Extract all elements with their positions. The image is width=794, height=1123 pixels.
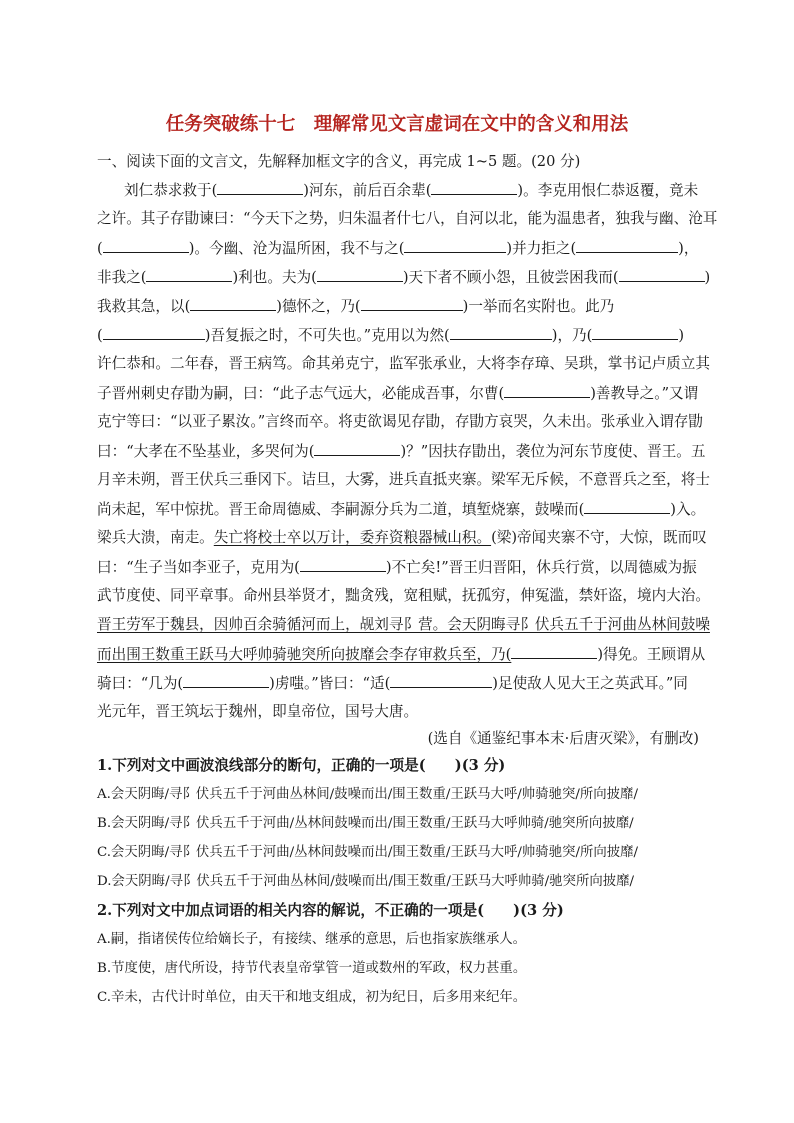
passage-line-2: 之许。其子存勖谏曰：“今天下之势，归朱温者什七八，自河以北，能为温患者，独我与幽、沧耳 (97, 210, 718, 227)
passage-line-1 (124, 180, 698, 201)
text-run: )德怀之，乃( (276, 298, 361, 315)
passage-line-14 (97, 557, 697, 578)
text-run: )吾复振之时，不可失也。”克用以为然( (204, 327, 450, 344)
passage-line-19: 光元年，晋王筑坛于魏州，即皇帝位，国号大唐。 (97, 703, 419, 720)
question-2-option-c[interactable]: C.辛未，古代计时单位，由天干和地支组成，初为纪日，后多用来纪年。 (97, 990, 527, 1005)
text-run: 刘仁恭求救于( (124, 182, 218, 199)
answer-blank[interactable] (103, 325, 205, 340)
answer-blank[interactable] (183, 673, 269, 688)
question-1-option-b[interactable]: B.会天阴晦/寻阝伏兵五千于河曲/丛林间鼓噪而出/围王数重/王跃马大呼帅骑/驰突所向披靡/ (97, 816, 634, 831)
text-run: )， (678, 240, 699, 257)
page-title: 任务突破练十七 理解常见文言虚词在文中的含义和用法 (165, 114, 629, 135)
passage-line-3 (97, 238, 698, 259)
text-run: 尚未起，军中惊扰。晋王命周德威、李嗣源分兵为二道，填堑烧寨，鼓噪而( (97, 501, 585, 518)
text-run: )虏嗤。”皆曰：“适( (269, 675, 391, 692)
passage-line-15: 武节度使、同平章事。命州县举贤才，黜贪残，宽租赋，抚孤穷，伸冤滥，禁奸盗，境内大治。 (97, 587, 710, 604)
answer-blank[interactable] (103, 238, 189, 253)
source-citation: (选自《通鉴纪事本末·后唐灭梁》，有删改) (427, 730, 699, 747)
passage-line-9: 克宁等曰：“以亚子累汝。”言终而卒。将吏欲谒见存勖，存勖方哀哭，久未出。张承业入谓存勖 (97, 413, 703, 430)
text-run: (梁)帝闻夹寨不守，大惊，既而叹 (491, 529, 707, 546)
text-run: )足使敌人见大王之英武耳。”同 (492, 675, 688, 692)
text-run: 我救其急，以( (97, 298, 191, 315)
answer-blank[interactable] (217, 180, 303, 195)
text-run: 曰：“生子当如李亚子，克用为( (97, 559, 300, 576)
passage-line-12 (97, 499, 705, 520)
text-run: )入。 (670, 501, 706, 518)
text-run: 子晋州刺史存勖为嗣，曰：“此子志气远大，必能成吾事，尔曹( (97, 385, 505, 402)
text-run: )。今幽、沧为温所困，我不与之( (188, 240, 405, 257)
section-heading: 一、阅读下面的文言文，先解释加框文字的含义，再完成 1~5 题。(20 分) (97, 153, 581, 170)
passage-line-8 (97, 383, 698, 404)
text-run: )。李克用恨仁恭返覆，竟未 (517, 182, 699, 199)
text-run: )不亡矣!”晋王归晋阳，休兵行赏，以周德威为振 (385, 559, 697, 576)
answer-blank[interactable] (190, 296, 276, 311)
text-run: 梁兵大溃，南走。 (97, 529, 214, 546)
answer-blank[interactable] (317, 267, 403, 282)
text-run: ( (97, 240, 103, 257)
passage-line-18 (97, 673, 688, 694)
question-1-option-a[interactable]: A.会天阴晦/寻阝伏兵五千于河曲丛林间/鼓噪而出/围王数重/王跃马大呼/帅骑驰突/所向披靡/ (97, 787, 638, 802)
text-run: )并力拒之( (506, 240, 577, 257)
answer-blank[interactable] (431, 180, 517, 195)
answer-blank[interactable] (504, 383, 590, 398)
question-1-option-d[interactable]: D.会天阴晦/寻阝伏兵五千于河曲丛林间/鼓噪而出/围王数重/王跃马大呼帅骑/驰突所向披靡/ (97, 874, 635, 889)
answer-blank[interactable] (450, 325, 552, 340)
text-run: )？”因扶存勖出，袭位为河东节度使、晋王。五 (400, 443, 706, 460)
question-2-stem: 2.下列对文中加点词语的相关内容的解说，不正确的一项是( )(3 分) (97, 902, 564, 919)
text-run: )得免。王顾谓从 (597, 646, 706, 663)
text-run: ) (704, 269, 711, 286)
text-run: )河东，前后百余辈( (303, 182, 432, 199)
answer-blank[interactable] (576, 238, 678, 253)
text-run: )一举而名实附也。此乃 (462, 298, 615, 315)
passage-line-6 (97, 325, 684, 346)
text-run: 非我之( (97, 269, 147, 286)
text-run: )天下者不顾小怨，且彼尝困我而( (402, 269, 619, 286)
answer-blank[interactable] (300, 557, 386, 572)
answer-blank[interactable] (146, 267, 232, 282)
underlined-sentence: 失亡将校士卒以万计，委弃资粮器械山积。 (213, 529, 492, 546)
answer-blank[interactable] (592, 325, 678, 340)
passage-line-11: 月辛未朔，晋王伏兵三垂冈下。诘旦，大雾，进兵直抵夹寨。梁军无斥候，不意晋兵之至，将士 (97, 471, 710, 488)
answer-blank[interactable] (314, 441, 400, 456)
passage-line-5 (97, 296, 614, 317)
passage-line-7: 许仁恭和。二年春，晋王病笃。命其弟克宁，监军张承业，大将李存璋、吴珙，掌书记卢质立其 (97, 355, 710, 372)
text-run: 骑曰：“几为( (97, 675, 184, 692)
text-run: )利也。夫为( (232, 269, 317, 286)
answer-blank[interactable] (390, 673, 492, 688)
passage-line-17 (97, 644, 705, 665)
question-1-option-c[interactable]: C.会天阴晦/寻阝伏兵五千于河曲/丛林间鼓噪而出/围王数重/王跃马大呼/帅骑驰突/所向披靡/ (97, 845, 639, 860)
passage-line-16: 晋王劳军于魏县，因帅百余骑循河而上，觇刘寻阝营。会天阴晦寻阝伏兵五千于河曲丛林间鼓噪 (97, 616, 710, 633)
text-run: ( (97, 327, 103, 344)
text-run: ) (678, 327, 685, 344)
text-run: )善教导之。”又谓 (590, 385, 699, 402)
answer-blank[interactable] (619, 267, 705, 282)
passage-line-10 (97, 441, 706, 462)
passage-line-13 (97, 528, 707, 548)
answer-blank[interactable] (584, 499, 670, 514)
wavy-underlined-text: 而出围王数重王跃马大呼帅骑驰突所向披靡会李存审救兵至，乃( (97, 646, 512, 663)
text-run: 曰：“大孝在不坠基业，多哭何为( (97, 443, 315, 460)
question-2-option-a[interactable]: A.嗣，指诸侯传位给嫡长子，有接续、继承的意思，后也指家族继承人。 (97, 932, 527, 947)
answer-blank[interactable] (361, 296, 463, 311)
passage-line-4 (97, 267, 710, 288)
question-1-stem: 1.下列对文中画波浪线部分的断句，正确的一项是( )(3 分) (97, 757, 506, 774)
answer-blank[interactable] (404, 238, 506, 253)
question-2-option-b[interactable]: B.节度使，唐代所设，持节代表皇帝掌管一道或数州的军政，权力甚重。 (97, 961, 527, 976)
answer-blank[interactable] (511, 644, 597, 659)
text-run: )，乃( (551, 327, 593, 344)
